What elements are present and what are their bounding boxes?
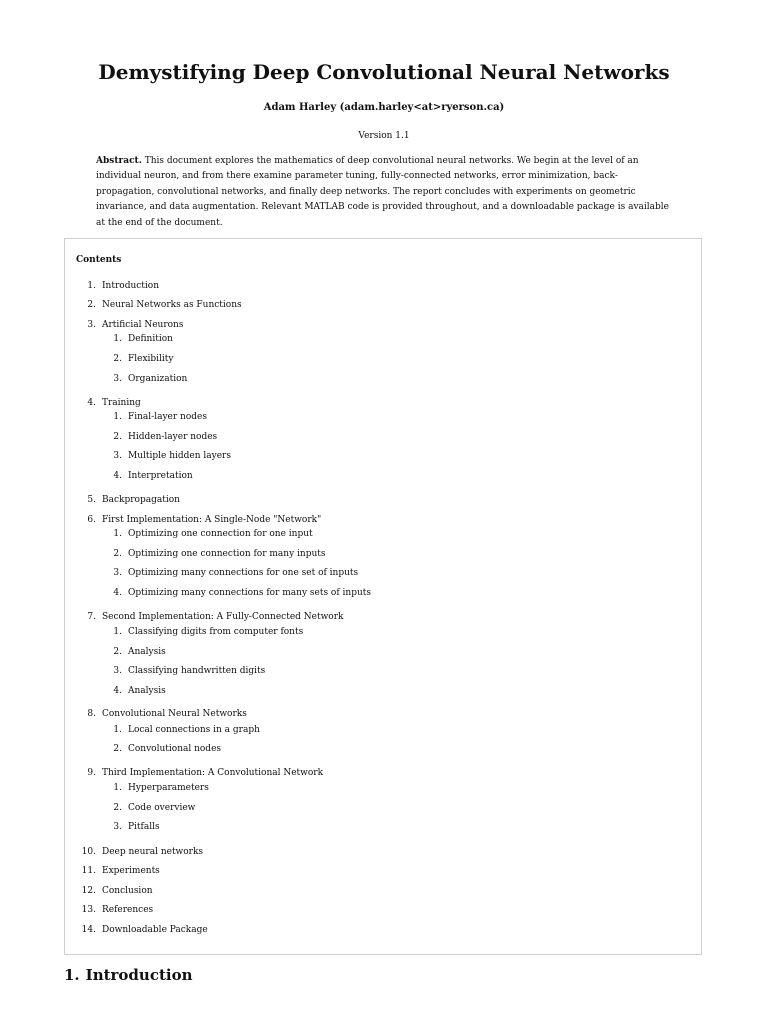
toc-subitem-label[interactable]: Organization <box>128 374 188 384</box>
toc-subitem[interactable] <box>64 431 217 443</box>
toc-subitem-label[interactable]: Final-layer nodes <box>128 412 207 422</box>
toc-item-number: 5. <box>87 495 96 505</box>
toc-subitem[interactable] <box>64 333 173 345</box>
toc-item-number: 9. <box>87 768 96 778</box>
toc-subitem[interactable] <box>64 782 209 794</box>
toc-subitem-number: 3. <box>113 568 122 578</box>
toc-subitem-number: 3. <box>113 666 122 676</box>
toc-subitem[interactable] <box>64 470 193 482</box>
toc-item-number: 2. <box>87 300 96 310</box>
toc-subitem-number: 3. <box>113 451 122 461</box>
toc-item-number: 4. <box>87 398 96 408</box>
toc-item-number: 10. <box>81 847 96 857</box>
toc-item-number: 6. <box>87 515 96 525</box>
toc-item-label[interactable]: Downloadable Package <box>102 925 208 935</box>
toc-subitem[interactable] <box>64 548 326 560</box>
toc-subitem-label[interactable]: Interpretation <box>128 471 193 481</box>
toc-item[interactable] <box>64 299 242 311</box>
toc-item-label[interactable]: Backpropagation <box>102 495 180 505</box>
toc-item-label[interactable]: Second Implementation: A Fully-Connected Network <box>102 612 344 622</box>
toc-subitem-label[interactable]: Optimizing one connection for many inputs <box>128 549 326 559</box>
toc-item[interactable] <box>64 397 141 409</box>
toc-subitem-label[interactable]: Code overview <box>128 803 196 813</box>
abstract-label: Abstract. <box>96 156 142 166</box>
toc-item-label[interactable]: References <box>102 905 154 915</box>
toc-subitem-label[interactable]: Hyperparameters <box>128 783 209 793</box>
toc-item-number: 7. <box>87 612 96 622</box>
toc-subitem-label[interactable]: Classifying handwritten digits <box>128 666 266 676</box>
toc-item[interactable] <box>64 924 208 936</box>
toc-subitem-label[interactable]: Analysis <box>128 647 166 657</box>
toc-subitem[interactable] <box>64 353 174 365</box>
toc-item-label[interactable]: Training <box>102 398 141 408</box>
toc-title: Contents <box>76 255 122 265</box>
toc-subitem[interactable] <box>64 528 313 540</box>
author-line: Adam Harley (adam.harley<at>ryerson.ca) <box>263 102 505 113</box>
toc-subitem-number: 2. <box>113 549 122 559</box>
toc-subitem[interactable] <box>64 626 303 638</box>
toc-subitem[interactable] <box>64 567 358 579</box>
toc-item-label[interactable]: Conclusion <box>102 886 153 896</box>
toc-subitem[interactable] <box>64 802 195 814</box>
toc-subitem[interactable] <box>64 373 187 385</box>
toc-subitem[interactable] <box>64 411 207 423</box>
toc-subitem-number: 2. <box>113 803 122 813</box>
toc-subitem-label[interactable]: Local connections in a graph <box>128 725 260 735</box>
toc-subitem-label[interactable]: Multiple hidden layers <box>128 451 231 461</box>
section-title: Introduction <box>85 966 193 984</box>
toc-subitem[interactable] <box>64 587 371 599</box>
toc-subitem-number: 3. <box>113 374 122 384</box>
toc-item-label[interactable]: Convolutional Neural Networks <box>102 709 247 719</box>
toc-item[interactable] <box>64 514 321 526</box>
toc-subitem-number: 1. <box>113 412 122 422</box>
toc-subitem-number: 4. <box>113 686 122 696</box>
section-heading-introduction <box>64 966 193 984</box>
toc-item[interactable] <box>64 846 203 858</box>
toc-item[interactable] <box>64 319 183 331</box>
toc-item[interactable] <box>64 865 160 877</box>
toc-subitem[interactable] <box>64 821 160 833</box>
toc-item-number: 13. <box>81 905 96 915</box>
toc-subitem-number: 2. <box>113 432 122 442</box>
toc-item-label[interactable]: Deep neural networks <box>102 847 204 857</box>
section-number: 1. <box>64 966 80 984</box>
toc-subitem-number: 4. <box>113 588 122 598</box>
toc-item[interactable] <box>64 280 159 292</box>
toc-item-number: 14. <box>81 925 96 935</box>
toc-item-label[interactable]: Introduction <box>102 281 159 291</box>
toc-item-label[interactable]: Third Implementation: A Convolutional Network <box>102 768 324 778</box>
toc-item-number: 8. <box>87 709 96 719</box>
toc-subitem-label[interactable]: Convolutional nodes <box>128 744 222 754</box>
toc-item[interactable] <box>64 708 247 720</box>
toc-item-number: 11. <box>81 866 96 876</box>
toc-subitem-label[interactable]: Classifying digits from computer fonts <box>128 627 304 637</box>
document-title: Demystifying Deep Convolutional Neural Networks <box>98 60 670 84</box>
toc-subitem-number: 1. <box>113 334 122 344</box>
toc-subitem-number: 2. <box>113 354 122 364</box>
toc-item-label[interactable]: Artificial Neurons <box>102 320 184 330</box>
toc-item[interactable] <box>64 904 153 916</box>
toc-subitem[interactable] <box>64 743 221 755</box>
toc-subitem[interactable] <box>64 724 260 736</box>
toc-subitem[interactable] <box>64 665 265 677</box>
toc-subitem-number: 1. <box>113 627 122 637</box>
toc-subitem-number: 1. <box>113 529 122 539</box>
toc-subitem-number: 1. <box>113 783 122 793</box>
toc-subitem-label[interactable]: Analysis <box>128 686 166 696</box>
toc-subitem-label[interactable]: Optimizing one connection for one input <box>128 529 313 539</box>
toc-item[interactable] <box>64 767 323 779</box>
toc-subitem-number: 1. <box>113 725 122 735</box>
toc-subitem-label[interactable]: Definition <box>128 334 173 344</box>
toc-item-label[interactable]: First Implementation: A Single-Node "Network" <box>102 515 322 525</box>
toc-item-label[interactable]: Neural Networks as Functions <box>102 300 242 310</box>
toc-item-number: 1. <box>87 281 96 291</box>
toc-subitem-number: 3. <box>113 822 122 832</box>
toc-item[interactable] <box>64 611 343 623</box>
toc-item-number: 12. <box>81 886 96 896</box>
toc-subitem-label[interactable]: Flexibility <box>128 354 174 364</box>
toc-item[interactable] <box>64 494 180 506</box>
version-label: Version 1.1 <box>358 131 410 141</box>
toc-subitem-label[interactable]: Optimizing many connections for one set of inputs <box>128 568 359 578</box>
toc-item-number: 3. <box>87 320 96 330</box>
toc-subitem-label[interactable]: Pitfalls <box>128 822 160 832</box>
abstract-paragraph <box>96 154 672 231</box>
toc-subitem-number: 2. <box>113 744 122 754</box>
toc-subitem-number: 2. <box>113 647 122 657</box>
toc-subitem[interactable] <box>64 450 231 462</box>
abstract-text: This document explores the mathematics of deep convolutional neural networks. We begin at the level of an individual neuron, and from there examine parameter tuning, fully-connected networks, error minimization, back-propagation, convolutional networks, and finally deep networks. The report concludes with experiments on geometric invariance, and data augmentation. Relevant MATLAB code is provided throughout, and a downloadable package is available at the end of the document. <box>96 156 669 228</box>
toc-subitem[interactable] <box>64 685 166 697</box>
toc-item[interactable] <box>64 885 153 897</box>
toc-subitem-number: 4. <box>113 471 122 481</box>
toc-subitem-label[interactable]: Optimizing many connections for many sets of inputs <box>128 588 372 598</box>
toc-subitem[interactable] <box>64 646 166 658</box>
toc-item-label[interactable]: Experiments <box>102 866 160 876</box>
toc-subitem-label[interactable]: Hidden-layer nodes <box>128 432 218 442</box>
